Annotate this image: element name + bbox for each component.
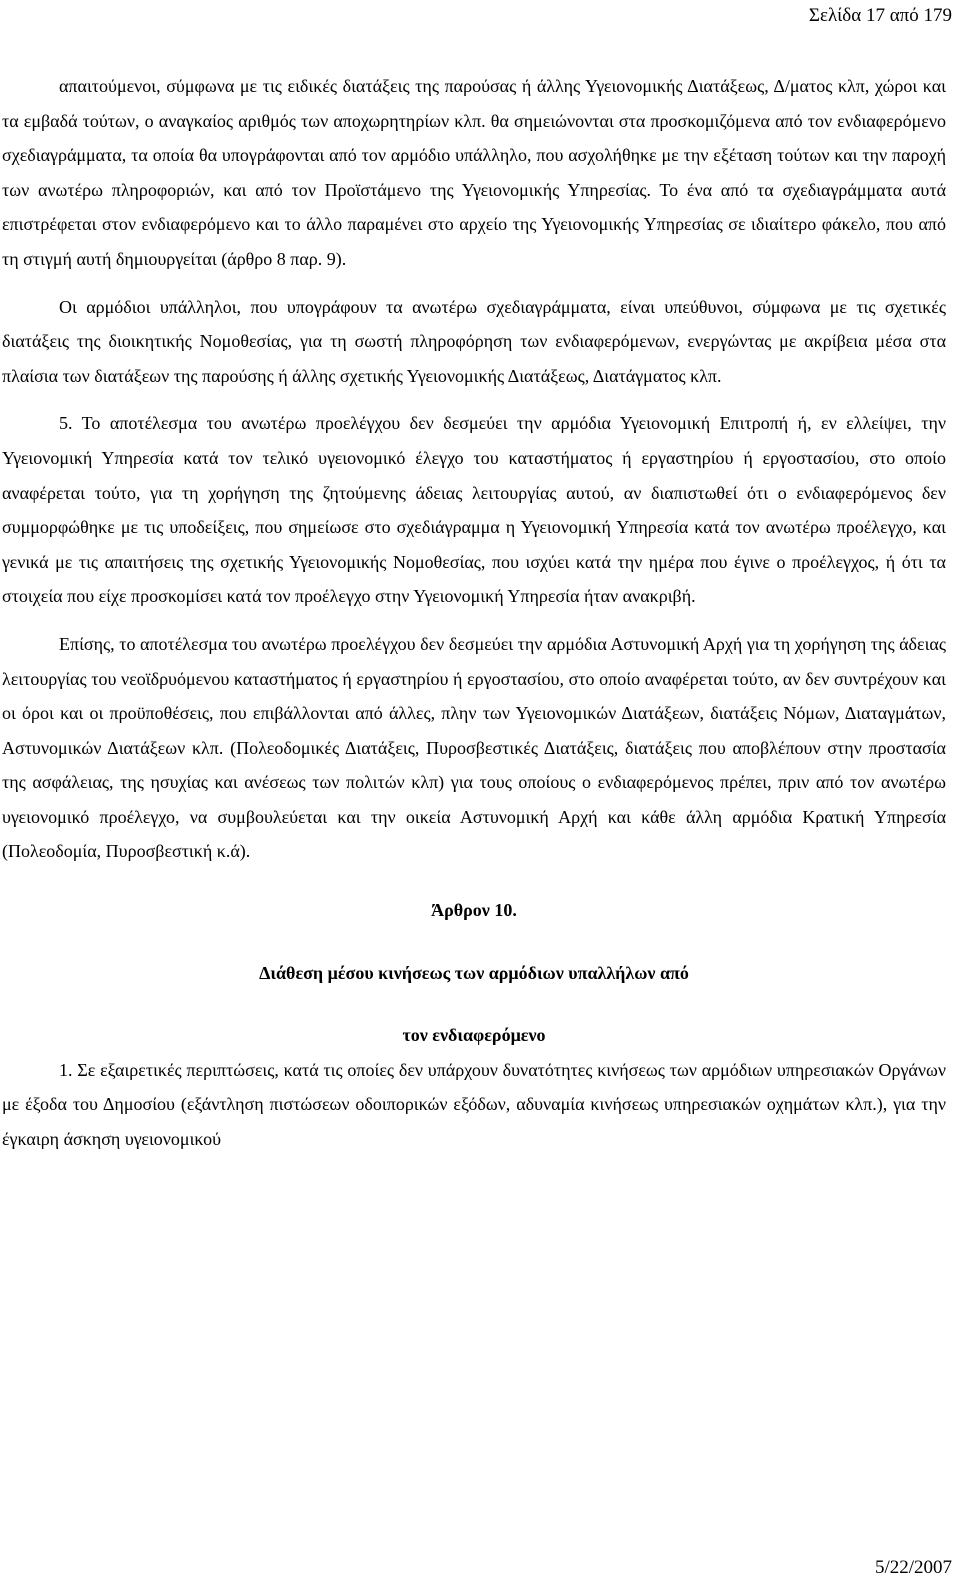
paragraph-police-authority: Επίσης, το αποτέλεσμα του ανωτέρω προελέγχου δεν δεσμεύει την αρμόδια Αστυνομική Αρχή για τη χορήγηση της άδειας λειτουργίας του νεοϊδρυόμενου καταστήματος ή εργαστηρίου ή εργοστασίου, στο οποίο αναφέρεται τούτο, αν δεν συντρέχουν και οι όροι και οι προϋποθέσεις, που επιβάλλονται από άλλες, πλην των Υγειονομικών Διατάξεων, διατάξεις Νόμων, Διαταγμάτων, Αστυνομικών Διατάξεων κλπ. (Πολεοδομικές Διατάξεις, Πυροσβεστικές Διατάξεις, διατάξεις που αποβλέπουν στην προστασία της ασφάλειας, της ησυχίας και ανέσεως των πολιτών κλπ) για τους οποίους ο ενδιαφερόμενος πρέπει, πριν από τον ανωτέρω υγειονομικό προέλεγχο, να συμβουλεύεται και την οικεία Αστυνομική Αρχή και κάθε άλλη αρμόδια Κρατική Υπηρεσία (Πολεοδομία, Πυροσβεστική κ.ά). [2, 633, 946, 862]
footer-date: 5/22/2007 [874, 1557, 952, 1578]
paragraph-continuation: απαιτούμενοι, σύμφωνα με τις ειδικές διατάξεις της παρούσας ή άλλης Υγειονομικής Διατάξεως, Δ/ματος κλπ, χώροι και τα εμβαδά τούτων, ο αναγκαίος αριθμός των αποχωρητηρίων κλπ. θα σημειώνονται στα προσκομιζόμενα από τον ενδιαφερόμενο σχεδιαγράμματα, τα οποία θα υπογράφονται από τον αρμόδιο υπάλληλο, που ασχολήθηκε με την εξέταση τούτων και την παροχή των ανωτέρω πληροφοριών, και από τον Προϊστάμενο της Υγειονομικής Υπηρεσίας. Το ένα από τα σχεδιαγράμματα αυτά επιστρέφεται στον ενδιαφερόμενο και το άλλο παραμένει στο αρχείο της Υγειονομικής Υπηρεσίας σε ιδιαίτερο φάκελο, που από τη στιγμή αυτή δημιουργείται (άρθρο 8 παρ. 9). [2, 76, 946, 269]
paragraph-responsibility: Οι αρμόδιοι υπάλληλοι, που υπογράφουν τα ανωτέρω σχεδιαγράμματα, είναι υπεύθυνοι, σύμφωνα με τις σχετικές διατάξεις της διοικητικής Νομοθεσίας, για τη σωστή πληροφόρηση των ενδιαφερόμενων, ενεργώντας με ακρίβεια μέσα στα πλαίσια των διατάξεων της παρούσης ή άλλης σχετικής Υγειονομικής Διατάξεως, Διατάγματος κλπ. [2, 296, 946, 386]
document-body [2, 69, 946, 1157]
article-subtitle-line-2: τον ενδιαφερόμενο [402, 1025, 546, 1046]
page-number: Σελίδα 17 από 179 [808, 5, 952, 26]
article-title: Άρθρον 10. [431, 900, 517, 921]
article-subtitle-line-1: Διάθεση μέσου κινήσεως των αρμόδιων υπαλλήλων από [259, 962, 689, 983]
paragraph-item-1: 1. Σε εξαιρετικές περιπτώσεις, κατά τις οποίες δεν υπάρχουν δυνατότητες κινήσεως των αρμόδιων υπηρεσιακών Οργάνων με έξοδα του Δημοσίου (εξάντληση πιστώσεων οδοιπορικών εξόδων, αδυναμία κινήσεως υπηρεσιακών οχημάτων κλπ.), για την έγκαιρη άσκηση υγειονομικού [2, 1059, 946, 1150]
paragraph-item-5: 5. Το αποτέλεσμα του ανωτέρω προελέγχου δεν δεσμεύει την αρμόδια Υγειονομική Επιτροπή ή, εν ελλείψει, την Υγειονομική Υπηρεσία κατά τον τελικό υγειονομικό έλεγχο του καταστήματος ή εργαστηρίου ή εργοστασίου, στο οποίο αναφέρεται τούτο, για τη χορήγηση της ζητούμενης άδειας λειτουργίας αυτού, αν διαπιστωθεί ότι ο ενδιαφερόμενος δεν συμμορφώθηκε με τις υποδείξεις, που σημείωσε στο σχεδιάγραμμα η Υγειονομική Υπηρεσία κατά τον ανωτέρω προέλεγχο, και γενικά με τις απαιτήσεις της σχετικής Υγειονομικής Νομοθεσίας, που ισχύει κατά την ημέρα που έγινε ο προέλεγχος, ή ότι τα στοιχεία που είχε προσκομίσει κατά τον προέλεγχο στην Υγειονομική Υπηρεσία ήταν ανακριβή. [2, 413, 946, 607]
